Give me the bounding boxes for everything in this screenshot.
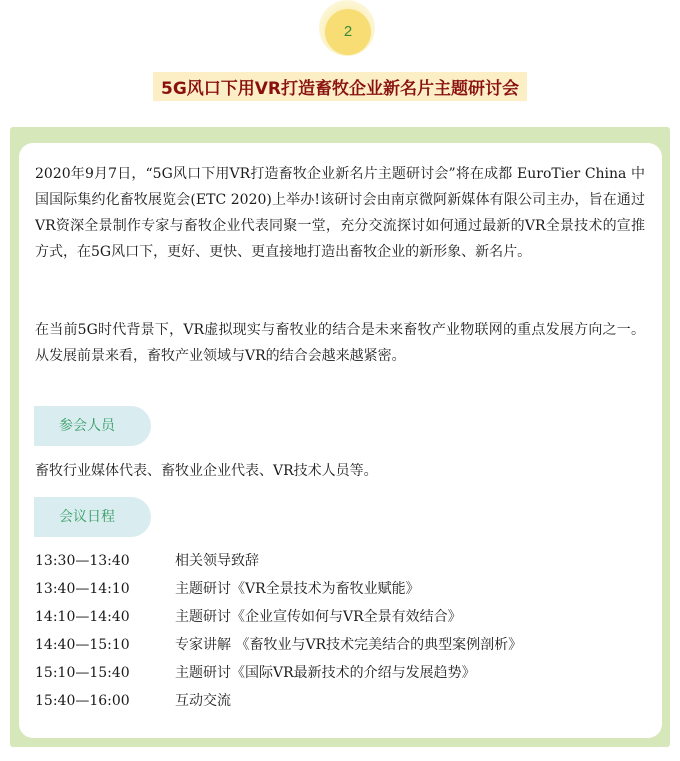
agenda-time: 14:10—14:40	[35, 609, 130, 625]
agenda-topic: 相关领导致辞	[175, 553, 259, 569]
attendees-heading: 参会人员	[34, 406, 151, 446]
agenda-list	[35, 547, 645, 715]
intro-paragraph-1: 2020年9月7日，“5G风口下用VR打造畜牧企业新名片主题研讨会”将在成都 EuroTier China 中国国际集约化畜牧展览会(ETC 2020)上举办!该研讨会由南京微阿新媒体有限公司主办，旨在通过VR资深全景制作专家与畜牧企业代表同聚一堂，充分交流探讨如何通过最新的VR全景技术的宣推方式，在5G风口下，更好、更快、更直接地打造出畜牧企业的新形象、新名片。	[35, 166, 645, 260]
agenda-topic: 互动交流	[175, 693, 231, 709]
intro-paragraph-2: 在当前5G时代背景下，VR虚拟现实与畜牧业的结合是未来畜牧产业物联网的重点发展方向之一。从发展前景来看，畜牧产业领域与VR的结合会越来越紧密。	[35, 322, 645, 364]
section-title-wrap	[0, 72, 680, 101]
agenda-item	[35, 575, 645, 603]
content-card	[19, 143, 662, 738]
agenda-time: 15:40—16:00	[35, 693, 130, 709]
agenda-time: 13:30—13:40	[35, 553, 130, 569]
agenda-time: 13:40—14:10	[35, 581, 130, 597]
agenda-item	[35, 631, 645, 659]
agenda-time: 14:40—15:10	[35, 637, 130, 653]
agenda-heading: 会议日程	[34, 497, 151, 537]
section-title: 5G风口下用VR打造畜牧企业新名片主题研讨会	[153, 72, 527, 101]
section-number: 2	[325, 9, 371, 55]
agenda-item	[35, 659, 645, 687]
section-number-badge	[319, 0, 375, 56]
agenda-time: 15:10—15:40	[35, 665, 130, 681]
agenda-item	[35, 547, 645, 575]
agenda-topic: 专家讲解 《畜牧业与VR技术完美结合的典型案例剖析》	[175, 637, 523, 653]
agenda-topic: 主题研讨《国际VR最新技术的介绍与发展趋势》	[175, 665, 476, 681]
agenda-item	[35, 603, 645, 631]
agenda-item	[35, 687, 645, 715]
attendees-text: 畜牧行业媒体代表、畜牧业企业代表、VR技术人员等。	[35, 463, 378, 479]
agenda-topic: 主题研讨《VR全景技术为畜牧业赋能》	[175, 581, 420, 597]
agenda-topic: 主题研讨《企业宣传如何与VR全景有效结合》	[175, 609, 462, 625]
